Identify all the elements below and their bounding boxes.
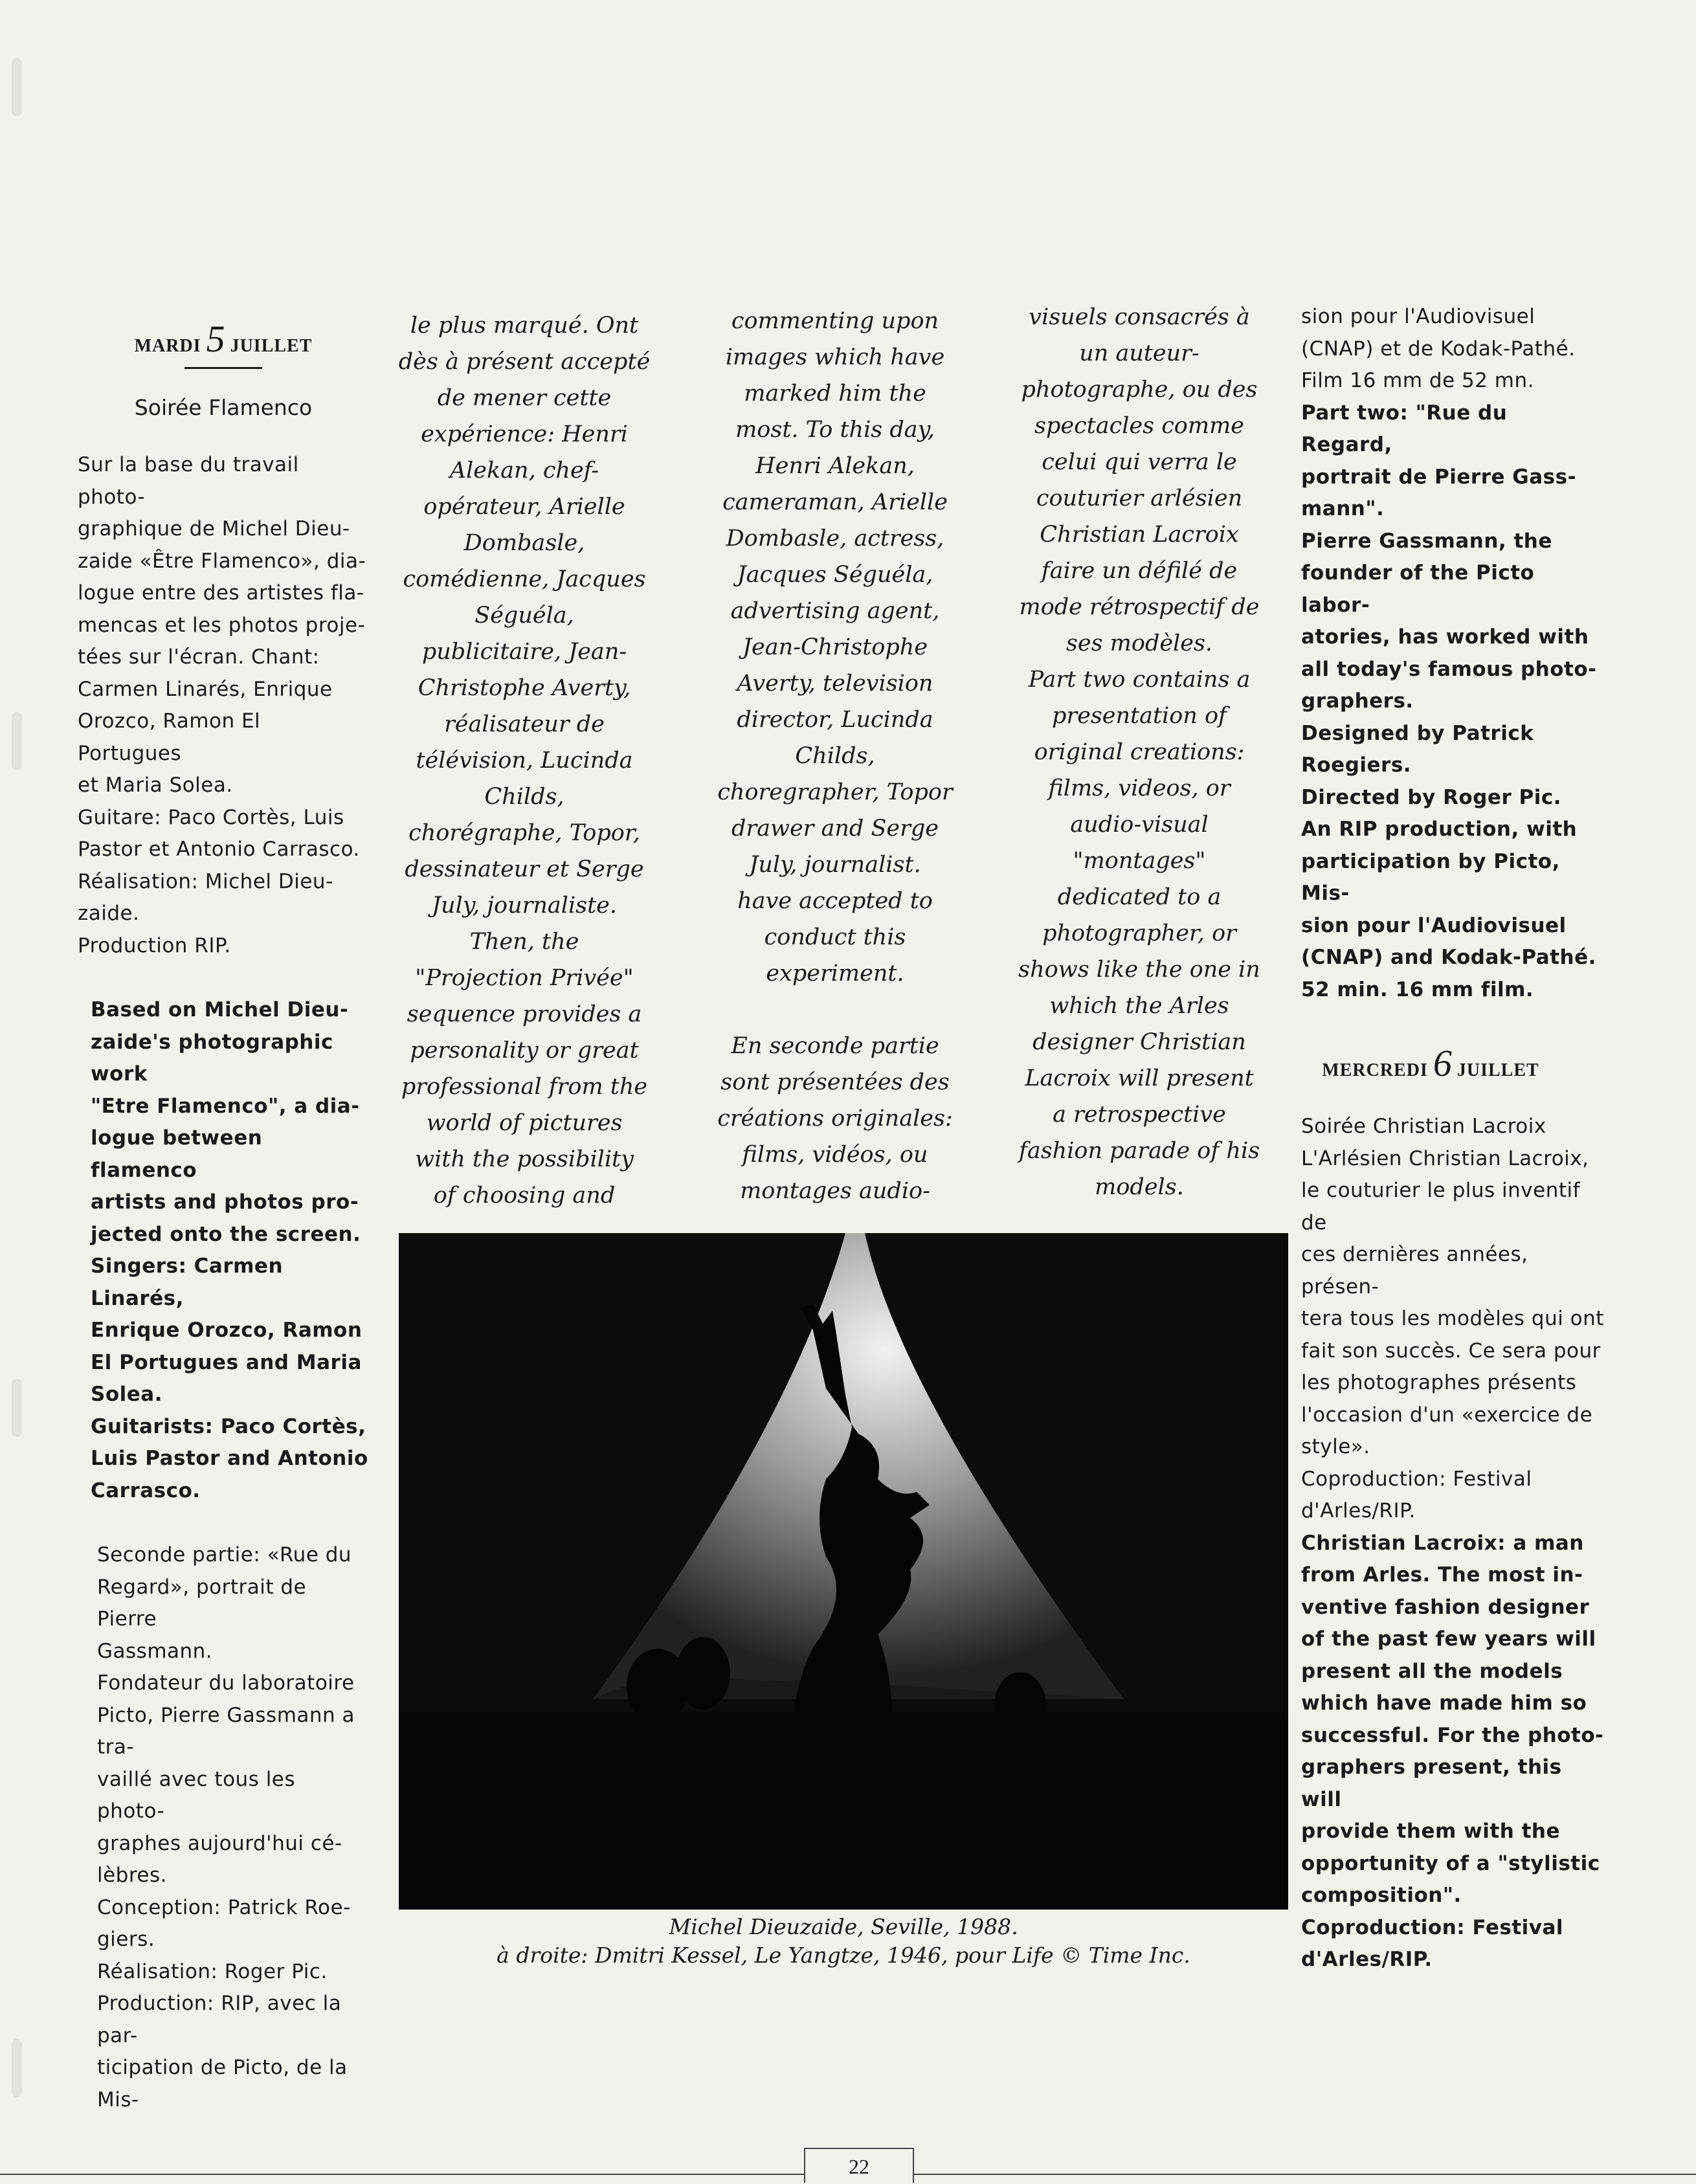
text-line: director, Lucinda xyxy=(737,707,933,733)
text-line: Then, the xyxy=(469,929,579,955)
text-line: créations originales: xyxy=(717,1106,953,1131)
day1-title: Soirée Flamenco xyxy=(134,395,313,420)
text-line: logue between flamenco xyxy=(91,1126,263,1182)
text-line: El Portugues and Maria xyxy=(91,1350,362,1374)
text-line: "Projection Privée" xyxy=(415,965,634,991)
text-line: cameraman, Arielle xyxy=(722,489,948,515)
text-line: Averty, television xyxy=(737,671,933,696)
text-line: 52 min. 16 mm film. xyxy=(1301,977,1534,1001)
text-line: Carmen Linarés, Enrique xyxy=(78,677,333,701)
text-line: July, journalist. xyxy=(749,852,921,878)
page-number: 22 xyxy=(804,2148,914,2183)
text-line: Alekan, chef- xyxy=(449,458,599,484)
text-line: Christophe Averty, xyxy=(418,675,631,701)
text-line: Sur la base du travail photo- xyxy=(78,453,299,509)
text-line: which have made him so xyxy=(1301,1691,1587,1715)
text-line: Jean-Christophe xyxy=(742,634,928,660)
text-line: which the Arles xyxy=(1049,993,1229,1019)
photo-caption xyxy=(399,1913,1288,1970)
text-line: tera tous les modèles qui ont xyxy=(1301,1307,1604,1330)
text-line: visuels consacrés à xyxy=(1029,304,1250,330)
text-line: de mener cette xyxy=(437,385,612,411)
text-line: films, vidéos, ou xyxy=(742,1142,928,1168)
text-line: Conception: Patrick Roe- xyxy=(97,1895,351,1919)
text-line: original creations: xyxy=(1034,739,1245,765)
text-line: Pierre Gassmann, the xyxy=(1301,529,1552,553)
text-line: An RIP production, with xyxy=(1301,818,1578,841)
flamenco-dancer-silhouette xyxy=(399,1233,1288,1910)
text-line: models. xyxy=(1095,1174,1184,1200)
text-line: of choosing and xyxy=(433,1183,616,1209)
text-line: tées sur l'écran. Chant: xyxy=(78,645,320,669)
text-line: dessinateur et Serge xyxy=(405,856,644,882)
text-line: Réalisation: Roger Pic. xyxy=(97,1959,328,1983)
text-line: Directed by Roger Pic. xyxy=(1301,785,1562,809)
text-line: Dombasle, xyxy=(463,530,585,556)
day1-weekday: MARDI xyxy=(134,336,201,356)
day1-heading xyxy=(78,317,369,361)
col3-fr-text xyxy=(699,1028,971,1209)
column-4 xyxy=(1003,299,1275,1205)
text-line: Production: RIP, avec la par- xyxy=(97,1992,342,2047)
text-line: atories, has worked with xyxy=(1301,625,1589,649)
text-line: sion pour l'Audiovisuel xyxy=(1301,305,1535,328)
text-line: fait son succès. Ce sera pour xyxy=(1301,1339,1601,1363)
text-line: commenting upon xyxy=(731,308,939,334)
text-line: shows like the one in xyxy=(1018,957,1260,983)
text-line: presentation of xyxy=(1051,703,1227,729)
text-line: En seconde partie xyxy=(731,1033,939,1059)
text-line: jected onto the screen. xyxy=(91,1222,361,1246)
text-line: lèbres. xyxy=(97,1864,168,1887)
text-line: ses modèles. xyxy=(1066,630,1213,656)
text-line: mencas et les photos proje- xyxy=(78,613,366,637)
text-line: provide them with the xyxy=(1301,1820,1560,1843)
caption-line-1: Michel Dieuzaide, Seville, 1988. xyxy=(669,1914,1018,1939)
text-line: world of pictures xyxy=(426,1110,623,1136)
text-line: audio-visual xyxy=(1070,812,1209,838)
text-line: (CNAP) et de Kodak-Pathé. xyxy=(1301,337,1576,361)
heading-rule xyxy=(184,367,262,369)
text-line: photographer, or xyxy=(1042,920,1236,946)
text-line: faire un défilé de xyxy=(1041,558,1238,584)
text-line: celui qui verra le xyxy=(1042,449,1237,475)
col5-en2-text xyxy=(1301,1528,1605,1976)
column-3 xyxy=(699,303,971,1209)
footer-rule-left xyxy=(0,2174,804,2175)
text-line: Enrique Orozco, Ramon xyxy=(91,1319,363,1342)
text-line: present all the models xyxy=(1301,1659,1563,1683)
text-line: dès à présent accepté xyxy=(398,349,651,375)
text-line: Carrasco. xyxy=(91,1478,201,1502)
text-line: un auteur- xyxy=(1079,340,1199,366)
day2-month: JUILLET xyxy=(1456,1060,1539,1080)
text-line: successful. For the photo- xyxy=(1301,1723,1604,1747)
text-line: most. To this day, xyxy=(735,417,935,443)
day1-number: 5 xyxy=(206,318,225,360)
text-line: of the past few years will xyxy=(1301,1627,1596,1651)
text-line: l'occasion d'un «exercice de xyxy=(1301,1403,1593,1427)
text-line: réalisateur de xyxy=(444,711,605,737)
text-line: zaide's photographic work xyxy=(91,1030,333,1086)
text-line: portrait de Pierre Gass- xyxy=(1301,465,1576,489)
text-line: Orozco, Ramon El Portugues xyxy=(78,709,261,765)
text-line: advertising agent, xyxy=(730,598,940,624)
text-line: have accepted to xyxy=(737,888,933,914)
day1-month: JUILLET xyxy=(230,336,313,356)
text-line: fashion parade of his xyxy=(1018,1138,1260,1164)
text-line: Production RIP. xyxy=(78,933,231,957)
day2-weekday: MERCREDI xyxy=(1322,1060,1428,1080)
text-line: Henri Alekan, xyxy=(755,453,915,479)
text-line: mode rétrospectif de xyxy=(1019,594,1260,620)
text-line: Christian Lacroix: a man xyxy=(1301,1531,1584,1555)
text-line: conduct this xyxy=(764,924,906,950)
text-line: Designed by Patrick xyxy=(1301,721,1534,745)
text-line: Jacques Séguéla, xyxy=(737,562,933,588)
text-line: style». xyxy=(1301,1435,1370,1458)
binding-mark xyxy=(12,712,22,770)
text-line: d'Arles/RIP. xyxy=(1301,1948,1433,1971)
text-line: designer Christian xyxy=(1032,1029,1246,1055)
text-line: le couturier le plus inventif de xyxy=(1301,1179,1581,1234)
text-line: Gassmann. xyxy=(97,1639,213,1663)
text-line: ces dernières années, présen- xyxy=(1301,1243,1528,1298)
text-line: Christian Lacroix xyxy=(1040,522,1239,548)
text-line: Childs, xyxy=(795,743,875,769)
text-line: Dombasle, actress, xyxy=(726,526,944,552)
text-line: ticipation de Picto, de la Mis- xyxy=(97,2056,348,2112)
text-line: Guitarists: Paco Cortès, xyxy=(91,1414,366,1438)
text-line: photographe, ou des xyxy=(1021,377,1258,403)
text-line: composition". xyxy=(1301,1884,1462,1907)
text-line: Regard», portrait de Pierre xyxy=(97,1575,307,1631)
text-line: founder of the Picto labor- xyxy=(1301,561,1535,617)
col3-en-text xyxy=(699,303,971,992)
text-line: Guitare: Paco Cortès, Luis xyxy=(78,805,344,829)
text-line: sequence provides a xyxy=(407,1001,642,1027)
column-2 xyxy=(388,307,660,1214)
text-line: Lacroix will present xyxy=(1025,1065,1254,1091)
text-line: graphique de Michel Dieu- xyxy=(78,517,350,540)
col5-fr2-text xyxy=(1301,1111,1605,1528)
flamenco-photo xyxy=(399,1233,1288,1910)
text-line: télévision, Lucinda xyxy=(416,748,633,774)
text-line: Part two: "Rue du Regard, xyxy=(1301,401,1508,456)
text-line: participation by Picto, Mis- xyxy=(1301,849,1560,905)
text-line: Picto, Pierre Gassmann a tra- xyxy=(97,1703,355,1759)
text-line: Fondateur du laboratoire xyxy=(97,1671,355,1695)
col1-en-text xyxy=(78,994,369,1507)
text-line: Roegiers. xyxy=(1301,753,1412,777)
text-line: professional from the xyxy=(401,1074,648,1100)
text-line: les photographes présents xyxy=(1301,1371,1577,1394)
text-line: graphers present, this will xyxy=(1301,1755,1562,1811)
text-line: opérateur, Arielle xyxy=(423,494,625,520)
text-line: spectacles comme xyxy=(1034,413,1244,439)
column-1 xyxy=(78,317,369,2116)
text-line: le plus marqué. Ont xyxy=(410,313,639,339)
text-line: Based on Michel Dieu- xyxy=(91,998,349,1021)
text-line: Réalisation: Michel Dieu- xyxy=(78,869,333,893)
col1-fr-text xyxy=(78,449,369,962)
text-line: (CNAP) and Kodak-Pathé. xyxy=(1301,946,1596,969)
text-line: mann". xyxy=(1301,497,1385,520)
col5-fr-text xyxy=(1301,301,1605,397)
text-line: zaide «Être Flamenco», dia- xyxy=(78,549,366,573)
text-line: July, journaliste. xyxy=(432,893,617,919)
text-line: Part two contains a xyxy=(1028,667,1251,693)
text-line: from Arles. The most in- xyxy=(1301,1563,1583,1587)
text-line: films, videos, or xyxy=(1048,775,1231,801)
text-line: Childs, xyxy=(484,784,564,810)
text-line: publicitaire, Jean- xyxy=(421,639,627,665)
text-line: graphes aujourd'hui cé- xyxy=(97,1831,342,1855)
text-line: personality or great xyxy=(410,1038,639,1064)
text-line: sion pour l'Audiovisuel xyxy=(1301,913,1567,937)
text-line: ventive fashion designer xyxy=(1301,1595,1590,1619)
text-line: giers. xyxy=(97,1928,155,1951)
text-line: Singers: Carmen Linarés, xyxy=(91,1254,284,1310)
text-line: chorégraphe, Topor, xyxy=(408,820,640,846)
day2-number: 6 xyxy=(1433,1042,1452,1084)
text-line: expérience: Henri xyxy=(421,421,628,447)
text-line: Solea. xyxy=(91,1383,162,1406)
text-line: comédienne, Jacques xyxy=(403,566,646,592)
text-line: marked him the xyxy=(744,381,926,407)
text-line: Luis Pastor and Antonio xyxy=(91,1447,368,1470)
binding-mark xyxy=(12,1379,22,1437)
column-5 xyxy=(1301,301,1605,1976)
text-line: Pastor et Antonio Carrasco. xyxy=(78,838,360,861)
caption-line-2: à droite: Dmitri Kessel, Le Yangtze, 1946, pour Life © Time Inc. xyxy=(497,1943,1190,1968)
text-line: drawer and Serge xyxy=(731,816,939,841)
text-line: L'Arlésien Christian Lacroix, xyxy=(1301,1146,1589,1170)
text-line: Seconde partie: «Rue du xyxy=(97,1543,352,1566)
binding-mark xyxy=(12,58,22,117)
text-line: with the possibility xyxy=(415,1146,634,1172)
text-line: dedicated to a xyxy=(1057,884,1222,910)
text-line: "Etre Flamenco", a dia- xyxy=(91,1094,360,1118)
text-line: choregrapher, Topor xyxy=(717,779,953,805)
text-line: Film 16 mm de 52 mn. xyxy=(1301,369,1535,392)
text-line: experiment. xyxy=(766,961,904,986)
text-line: vaillé avec tous les photo- xyxy=(97,1767,296,1823)
text-line: zaide. xyxy=(78,902,140,925)
text-line: artists and photos pro- xyxy=(91,1190,359,1214)
text-line: Coproduction: Festival xyxy=(1301,1915,1564,1939)
text-line: sont présentées des xyxy=(720,1069,950,1095)
text-line: et Maria Solea. xyxy=(78,774,233,797)
text-line: Soirée Christian Lacroix xyxy=(1301,1115,1546,1138)
text-line: logue entre des artistes fla- xyxy=(78,581,364,605)
day2-heading xyxy=(1301,1042,1560,1085)
text-line: images which have xyxy=(725,344,945,370)
text-line: Coproduction: Festival xyxy=(1301,1467,1532,1491)
text-line: "montages" xyxy=(1073,848,1206,874)
col5-en-text xyxy=(1301,397,1605,1007)
text-line: graphers. xyxy=(1301,689,1414,713)
binding-mark xyxy=(12,2039,22,2097)
text-line: montages audio- xyxy=(740,1178,930,1204)
text-line: all today's famous photo- xyxy=(1301,657,1597,681)
text-line: a retrospective xyxy=(1053,1102,1226,1128)
text-line: Séguéla, xyxy=(474,603,574,629)
footer-rule-right xyxy=(914,2174,1696,2175)
text-line: opportunity of a "stylistic xyxy=(1301,1851,1600,1875)
col1-fr2-text xyxy=(78,1539,369,2116)
text-line: d'Arles/RIP. xyxy=(1301,1499,1416,1522)
text-line: couturier arlésien xyxy=(1036,485,1243,511)
